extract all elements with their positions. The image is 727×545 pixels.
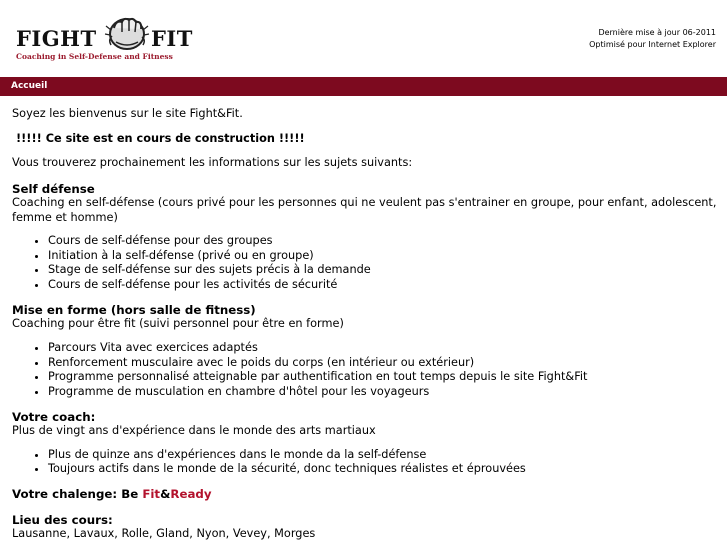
fist-icon — [102, 12, 152, 54]
challenge-prefix: Votre chalenge: Be — [12, 487, 143, 502]
welcome-text: Soyez les bienvenus sur le site Fight&Fit. — [12, 107, 243, 120]
logo-tagline: Coaching in Self-Defense and Fitness — [16, 52, 173, 61]
list-item: • Cours de self-défense pour des groupes — [48, 234, 717, 249]
section-title: Lieu des cours: — [12, 512, 113, 527]
list-item: • Cours de self-défense pour les activités de sécurité — [48, 278, 717, 293]
browser-note: Optimisé pour Internet Explorer — [589, 40, 716, 49]
section-title: Mise en forme (hors salle de fitness) — [12, 302, 256, 317]
list-item: • Stage de self-défense sur des sujets précis à la demande — [48, 263, 717, 278]
section-self-defense — [12, 182, 717, 293]
list-item: • Programme de musculation en chambre d'hôtel pour les voyageurs — [48, 385, 717, 400]
challenge-fit: Fit — [142, 487, 161, 502]
section-desc: Lausanne, Lavaux, Rolle, Gland, Nyon, Vevey, Morges — [12, 527, 316, 541]
nav-accueil[interactable]: Accueil — [11, 81, 48, 91]
challenge-line — [12, 487, 717, 502]
topics-intro: Vous trouverez prochainement les informations sur les sujets suivants: — [12, 156, 413, 169]
section-list — [12, 448, 717, 477]
challenge-amp: & — [160, 487, 171, 502]
logo-word-fit: FIT — [151, 26, 193, 51]
site-header — [0, 0, 727, 77]
list-item: • Renforcement musculaire avec le poids du corps (en intérieur ou extérieur) — [48, 356, 717, 371]
section-desc: Coaching pour être fit (suivi personnel pour être en forme) — [12, 317, 344, 331]
list-item: • Parcours Vita avec exercices adaptés — [48, 341, 717, 356]
list-item: • Toujours actifs dans le monde de la sécurité, donc techniques réalistes et éprouvées — [48, 462, 717, 477]
section-location — [12, 513, 717, 542]
section-title: Votre coach: — [12, 409, 96, 424]
site-meta — [589, 27, 716, 51]
section-list — [12, 341, 717, 400]
site-logo[interactable] — [16, 12, 206, 64]
challenge-ready: Ready — [170, 487, 212, 502]
construction-warning: !!!!! Ce site est en cours de construction !!!!! — [16, 131, 305, 145]
section-desc: Coaching en self-défense (cours privé pour les personnes qui ne veulent pas s'entrainer en groupe, pour enfant, adolescent, femme et homme) — [12, 196, 717, 224]
list-item: • Plus de quinze ans d'expériences dans le monde da la self-défense — [48, 448, 717, 463]
section-coach — [12, 410, 717, 477]
section-title: Self défense — [12, 181, 95, 196]
list-item: • Initiation à la self-défense (privé ou en groupe) — [48, 249, 717, 264]
list-item: • Programme personnalisé atteignable par authentification en tout temps depuis le site Fight&Fit — [48, 370, 717, 385]
last-updated: Dernière mise à jour 06-2011 — [598, 28, 716, 37]
section-fitness — [12, 303, 717, 400]
section-desc: Plus de vingt ans d'expérience dans le monde des arts martiaux — [12, 424, 376, 438]
logo-word-fight: FIGHT — [16, 26, 97, 51]
nav-bar — [0, 77, 727, 96]
section-list — [12, 234, 717, 293]
main-content — [12, 107, 717, 542]
